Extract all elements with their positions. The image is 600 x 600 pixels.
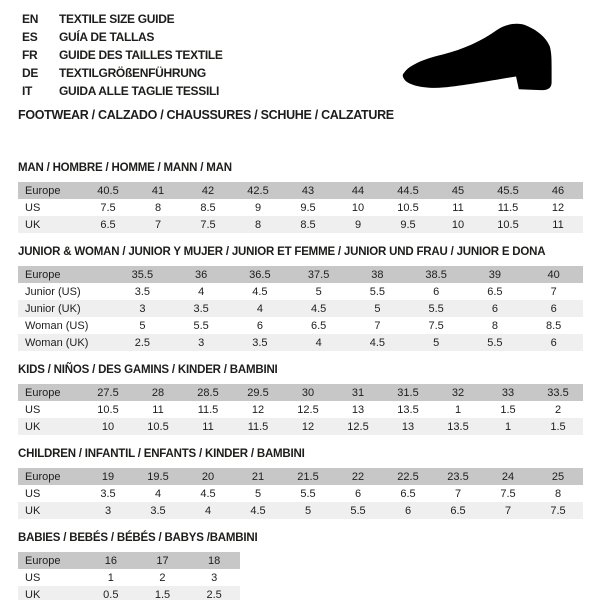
- size-cell: 38.5: [425, 268, 447, 281]
- size-cell: 16: [104, 554, 117, 567]
- size-cell: 4.5: [252, 285, 268, 298]
- row-label: Europe: [25, 184, 61, 197]
- row-label: US: [25, 487, 41, 500]
- size-cell: 36: [195, 268, 208, 281]
- size-cell: 4.5: [310, 302, 327, 315]
- size-cell: 21.5: [297, 470, 319, 483]
- section-title: KIDS / NIÑOS / DES GAMINS / KINDER / BAMBINI: [18, 364, 278, 376]
- size-table-man: [18, 182, 583, 233]
- size-tables: [18, 161, 583, 600]
- size-cell: 5.5: [487, 336, 503, 349]
- section-title: JUNIOR & WOMAN / JUNIOR Y MUJER / JUNIOR ET FEMME / JUNIOR UND FRAU / JUNIOR E DONA: [18, 246, 546, 258]
- size-cell: 6.5: [100, 218, 116, 231]
- language-label: GUÍA DE TALLAS: [59, 30, 155, 44]
- size-cell: 6: [491, 302, 498, 315]
- size-cell: 44: [351, 184, 365, 197]
- table-row: [18, 485, 583, 502]
- size-cell: 7.5: [500, 487, 516, 500]
- size-cell: 7.5: [550, 504, 566, 517]
- size-cell: 7.5: [200, 218, 216, 231]
- size-table-kids: [18, 384, 583, 435]
- shoe-icon: [392, 20, 580, 102]
- section-title: CHILDREN / INFANTIL / ENFANTS / KINDER / BAMBINI: [18, 448, 305, 460]
- section-babies: [18, 531, 583, 600]
- size-cell: 28: [151, 386, 165, 399]
- table-row: [18, 468, 583, 485]
- table-row: [18, 384, 583, 401]
- size-cell: 31: [351, 386, 365, 399]
- size-cell: 9: [254, 201, 262, 214]
- size-cell: 13: [351, 403, 365, 416]
- size-cell: 2.5: [134, 336, 151, 349]
- table-row: [18, 401, 583, 418]
- size-cell: 12.5: [347, 420, 369, 433]
- size-cell: 3.5: [100, 487, 116, 500]
- size-cell: 13: [401, 420, 415, 433]
- size-cell: 5: [433, 336, 440, 349]
- size-table-babies: [18, 552, 240, 600]
- size-cell: 9: [354, 218, 362, 231]
- size-cell: 5: [374, 302, 381, 315]
- row-label: UK: [25, 420, 41, 433]
- language-code: DE: [22, 66, 39, 80]
- size-cell: 10: [101, 420, 115, 433]
- language-row: [22, 82, 223, 100]
- size-cell: 7: [374, 319, 381, 332]
- table-row: [18, 199, 583, 216]
- size-cell: 21: [251, 470, 265, 483]
- table-row: [18, 182, 583, 199]
- size-cell: 6.5: [450, 504, 466, 517]
- size-cell: 3.5: [134, 285, 151, 298]
- size-cell: 3: [198, 336, 205, 349]
- size-cell: 46: [551, 184, 565, 197]
- size-cell: 7: [154, 218, 162, 231]
- size-cell: 8: [254, 218, 262, 231]
- size-cell: 10.5: [397, 201, 419, 214]
- size-cell: 1: [107, 571, 114, 584]
- size-cell: 3.5: [150, 504, 166, 517]
- section-title: MAN / HOMBRE / HOMME / MANN / MAN: [18, 162, 232, 174]
- size-cell: 36.5: [249, 268, 271, 281]
- size-cell: 27.5: [97, 386, 119, 399]
- language-legend: [22, 10, 223, 100]
- section-title: BABIES / BEBÉS / BÉBÉS / BABYS /BAMBINI: [18, 532, 258, 544]
- size-cell: 24: [501, 470, 515, 483]
- category-title: FOOTWEAR / CALZADO / CHAUSSURES / SCHUHE / CALZATURE: [18, 108, 394, 122]
- size-cell: 30: [301, 386, 315, 399]
- size-cell: 33: [501, 386, 515, 399]
- section-junior-woman: [18, 245, 583, 351]
- size-cell: 5: [139, 319, 146, 332]
- size-cell: 41: [151, 184, 165, 197]
- size-cell: 40: [547, 268, 560, 281]
- size-cell: 7: [454, 487, 462, 500]
- table-row: [18, 502, 583, 519]
- size-cell: 5.5: [350, 504, 366, 517]
- size-cell: 11.5: [497, 201, 519, 214]
- size-cell: 35.5: [131, 268, 154, 281]
- language-row: [22, 64, 223, 82]
- size-cell: 5.5: [369, 285, 386, 298]
- size-cell: 8: [154, 201, 162, 214]
- size-cell: 1.5: [500, 403, 516, 416]
- size-cell: 3: [211, 571, 218, 584]
- table-row: [18, 334, 583, 351]
- table-row: [18, 317, 583, 334]
- size-cell: 6.5: [310, 319, 327, 332]
- size-cell: 5: [304, 504, 312, 517]
- size-cell: 13.5: [447, 420, 469, 433]
- size-cell: 9.5: [300, 201, 316, 214]
- size-cell: 44.5: [397, 184, 419, 197]
- size-cell: 1: [504, 420, 512, 433]
- section-man: [18, 161, 583, 233]
- size-cell: 8.5: [200, 201, 216, 214]
- size-cell: 4: [315, 336, 322, 349]
- size-cell: 6.5: [400, 487, 416, 500]
- size-cell: 4.5: [250, 504, 266, 517]
- size-cell: 4.5: [200, 487, 216, 500]
- row-label: Woman (UK): [25, 336, 89, 349]
- language-row: [22, 46, 223, 64]
- size-cell: 9.5: [400, 218, 416, 231]
- size-cell: 10: [351, 201, 365, 214]
- table-row: [18, 283, 583, 300]
- size-cell: 6: [354, 487, 362, 500]
- size-cell: 29.5: [247, 386, 269, 399]
- size-cell: 0.5: [103, 588, 119, 600]
- size-cell: 11: [552, 218, 564, 231]
- table-row: [18, 418, 583, 435]
- size-cell: 42.5: [247, 184, 269, 197]
- row-label: Europe: [25, 386, 61, 399]
- size-cell: 4.5: [369, 336, 386, 349]
- size-cell: 11: [452, 201, 464, 214]
- size-cell: 45.5: [497, 184, 519, 197]
- size-cell: 12: [301, 420, 315, 433]
- size-cell: 4: [256, 302, 263, 315]
- language-code: ES: [22, 30, 38, 44]
- size-cell: 6: [550, 336, 557, 349]
- size-cell: 40.5: [97, 184, 119, 197]
- size-cell: 3.5: [252, 336, 268, 349]
- size-cell: 1.5: [154, 588, 171, 600]
- size-cell: 6: [256, 319, 263, 332]
- size-cell: 11: [202, 420, 214, 433]
- size-cell: 4: [154, 487, 162, 500]
- language-label: GUIDA ALLE TAGLIE TESSILI: [59, 84, 220, 98]
- row-label: Woman (US): [25, 319, 89, 332]
- row-label: UK: [25, 218, 41, 231]
- size-cell: 12: [551, 201, 565, 214]
- size-cell: 43: [301, 184, 315, 197]
- size-cell: 22.5: [397, 470, 419, 483]
- size-cell: 2: [554, 403, 562, 416]
- size-cell: 3.5: [193, 302, 209, 315]
- size-cell: 31.5: [397, 386, 419, 399]
- size-cell: 12.5: [297, 403, 319, 416]
- size-cell: 11.5: [197, 403, 219, 416]
- language-row: [22, 10, 223, 28]
- size-cell: 28.5: [197, 386, 219, 399]
- size-cell: 10.5: [147, 420, 169, 433]
- size-cell: 5.5: [300, 487, 316, 500]
- size-cell: 11: [152, 403, 164, 416]
- row-label: UK: [25, 588, 41, 600]
- size-cell: 5.5: [428, 302, 444, 315]
- size-cell: 6: [550, 302, 557, 315]
- language-label: TEXTILE SIZE GUIDE: [59, 12, 175, 26]
- row-label: Europe: [25, 470, 61, 483]
- size-cell: 10.5: [497, 218, 519, 231]
- size-cell: 6: [433, 285, 440, 298]
- size-cell: 4: [204, 504, 212, 517]
- size-cell: 20: [201, 470, 215, 483]
- size-cell: 13.5: [397, 403, 419, 416]
- size-cell: 6: [404, 504, 412, 517]
- language-label: TEXTILGRÖßENFÜHRUNG: [59, 66, 206, 80]
- row-label: Junior (UK): [25, 302, 81, 315]
- size-cell: 25: [551, 470, 565, 483]
- size-cell: 8: [491, 319, 498, 332]
- section-children: [18, 447, 583, 519]
- size-cell: 7: [504, 504, 512, 517]
- section-kids: [18, 363, 583, 435]
- size-cell: 33.5: [547, 386, 569, 399]
- size-cell: 45: [451, 184, 465, 197]
- table-row: [18, 586, 240, 600]
- size-cell: 8.5: [300, 218, 316, 231]
- size-cell: 23.5: [447, 470, 469, 483]
- size-cell: 1.5: [550, 420, 566, 433]
- size-cell: 12: [251, 403, 265, 416]
- size-cell: 2.5: [206, 588, 222, 600]
- language-label: GUIDE DES TAILLES TEXTILE: [59, 48, 223, 62]
- size-table-children: [18, 468, 583, 519]
- size-cell: 5.5: [193, 319, 209, 332]
- row-label: UK: [25, 504, 41, 517]
- size-cell: 32: [451, 386, 465, 399]
- row-label: Europe: [25, 554, 61, 567]
- size-cell: 4: [198, 285, 205, 298]
- table-row: [18, 552, 240, 569]
- size-cell: 3: [139, 302, 146, 315]
- table-row: [18, 569, 240, 586]
- size-cell: 5: [254, 487, 262, 500]
- table-row: [18, 266, 583, 283]
- size-cell: 17: [156, 554, 169, 567]
- size-cell: 10: [451, 218, 465, 231]
- table-row: [18, 300, 583, 317]
- language-row: [22, 28, 223, 46]
- table-row: [18, 216, 583, 233]
- size-cell: 19.5: [147, 470, 169, 483]
- size-cell: 42: [201, 184, 215, 197]
- size-table-junior-woman: [18, 266, 583, 351]
- size-cell: 7.5: [428, 319, 444, 332]
- size-cell: 22: [351, 470, 365, 483]
- size-cell: 39: [488, 268, 501, 281]
- language-code: FR: [22, 48, 38, 62]
- size-cell: 7: [550, 285, 557, 298]
- language-code: EN: [22, 12, 39, 26]
- size-cell: 8: [554, 487, 562, 500]
- size-cell: 8.5: [545, 319, 562, 332]
- row-label: Junior (US): [25, 285, 81, 298]
- size-cell: 3: [104, 504, 112, 517]
- size-cell: 18: [208, 554, 221, 567]
- size-cell: 38: [371, 268, 384, 281]
- row-label: US: [25, 201, 41, 214]
- size-cell: 6.5: [487, 285, 503, 298]
- size-cell: 11.5: [247, 420, 269, 433]
- size-cell: 1: [454, 403, 462, 416]
- size-cell: 5: [315, 285, 322, 298]
- row-label: Europe: [25, 268, 61, 281]
- row-label: US: [25, 403, 41, 416]
- size-cell: 37.5: [307, 268, 330, 281]
- size-cell: 10.5: [97, 403, 119, 416]
- size-cell: 2: [159, 571, 166, 584]
- row-label: US: [25, 571, 41, 584]
- language-code: IT: [22, 84, 33, 98]
- size-cell: 7.5: [100, 201, 116, 214]
- size-cell: 19: [101, 470, 115, 483]
